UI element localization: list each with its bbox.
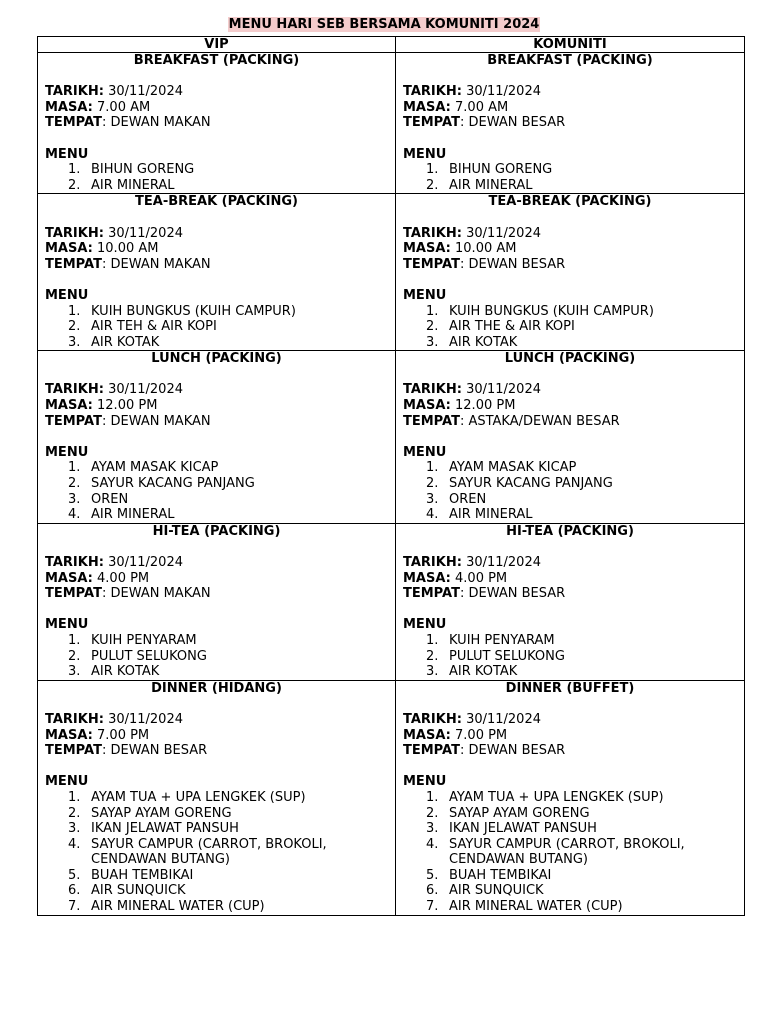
list-item-text: BIHUN GORENG [449,162,553,178]
spacer [45,131,388,147]
list-item-number: 1. [68,162,81,178]
time-label: MASA: [403,241,451,257]
list-item-text: SAYUR KACANG PANJANG [91,476,255,492]
list-item-number: 3. [426,664,439,680]
meal-cell-content [396,351,744,523]
date-label: TARIKH: [45,555,104,570]
meal-cell-content [396,681,744,915]
meal-cell-content [38,351,395,523]
menu-label: MENU [45,287,89,303]
date-line [403,84,737,100]
list-item-number: 4. [68,507,81,523]
list-item [426,491,737,508]
list-item-number: 5. [68,867,81,883]
date-value: 30/11/2024 [466,711,541,727]
meal-title: HI-TEA (PACKING) [506,523,634,539]
time-value: 7.00 PM [455,727,508,743]
meal-cell-content [396,194,744,350]
list-item-number: 2. [426,177,439,193]
list-item-number: 1. [426,162,439,178]
list-item-text: IKAN JELAWAT PANSUH [449,821,597,837]
time-value: 7.00 PM [97,727,150,743]
menu-items-list [45,162,388,193]
meal-title: HI-TEA (PACKING) [152,523,281,539]
menu-label: MENU [403,617,447,633]
meal-title: BREAKFAST (PACKING) [487,53,653,68]
list-item-number: 3. [68,664,81,680]
list-item-number: 2. [68,476,81,492]
menu-label: MENU [45,617,89,633]
list-item-number: 1. [426,303,439,319]
menu-label: MENU [403,146,447,162]
list-item-number: 2. [68,805,81,821]
time-label: MASA: [403,727,451,743]
list-item [68,821,388,837]
list-item-number: 7. [426,899,439,915]
spacer [403,131,737,147]
list-item-text: AIR KOTAK [449,664,518,680]
time-line [403,100,737,116]
venue-line [403,414,737,430]
venue-label: TEMPAT [403,115,460,131]
date-value: 30/11/2024 [466,84,541,100]
list-item-text: SAYUR CAMPUR (CARROT, BROKOLI, CENDAWAN BUTANG) [91,836,327,868]
spacer [403,759,737,775]
date-value: 30/11/2024 [108,555,183,570]
list-item-text: AIR SUNQUICK [449,883,544,899]
list-item-text: PULUT SELUKONG [449,648,565,664]
list-item [426,334,737,351]
menu-items-list [403,633,737,680]
date-value: 30/11/2024 [466,555,541,570]
list-item [426,805,737,822]
list-item [68,162,388,178]
table-row [38,523,745,680]
date-line [45,226,388,242]
list-item-number: 4. [426,507,439,523]
list-item-text: KUIH PENYARAM [449,632,555,648]
time-label: MASA: [45,727,93,743]
list-item [68,789,388,806]
list-item [426,821,737,837]
venue-line [45,586,388,602]
venue-line [45,115,388,131]
menu-items-list [403,460,737,522]
list-item-number: 3. [68,821,81,837]
document-title-text: MENU HARI SEB BERSAMA KOMUNITI 2024 [228,17,540,32]
venue-value: : DEWAN BESAR [101,743,208,759]
table-row [38,680,745,915]
menu-label: MENU [403,774,447,790]
spacer [403,539,737,555]
menu-items-list [45,633,388,680]
date-label: TARIKH: [403,382,462,398]
table-row [38,351,745,524]
venue-line [403,586,737,602]
meal-title: DINNER (BUFFET) [505,680,635,696]
menu-label: MENU [45,444,89,460]
time-line [45,398,388,414]
menu-items-list [403,304,737,351]
list-item [68,632,388,649]
list-item [68,867,388,884]
time-label: MASA: [403,99,451,115]
time-label: MASA: [45,570,93,586]
spacer [45,759,388,775]
list-item-number: 1. [426,460,439,476]
venue-label: TEMPAT [45,586,102,602]
time-line [45,728,388,744]
list-item [68,319,388,335]
date-label: TARIKH: [403,555,462,570]
list-item [68,177,388,194]
date-label: TARIKH: [403,84,462,100]
list-item-number: 7. [68,899,81,915]
list-item [68,476,388,492]
list-item [426,177,737,194]
list-item [426,867,737,884]
list-item-number: 2. [426,805,439,821]
venue-value: : DEWAN MAKAN [101,413,211,429]
menu-label: MENU [45,146,89,162]
list-item-text: KUIH BUNGKUS (KUIH CAMPUR) [449,303,654,319]
table-row [38,53,745,194]
time-value: 12.00 PM [97,398,158,414]
list-item [426,162,737,178]
venue-label: TEMPAT [45,115,102,131]
date-label: TARIKH: [45,84,104,100]
document-title [0,16,768,33]
time-value: 7.00 AM [455,99,509,115]
meal-cell [38,523,396,680]
list-item-text: AIR MINERAL WATER (CUP) [91,899,265,915]
time-label: MASA: [45,241,93,257]
list-item-text: SAYAP AYAM GORENG [449,805,590,821]
list-item [68,664,388,680]
time-line [403,571,737,587]
spacer [45,429,388,445]
spacer [45,272,388,288]
meal-cell-content [38,524,395,680]
date-label: TARIKH: [45,225,104,241]
list-item-text: BIHUN GORENG [91,162,195,178]
list-item-text: PULUT SELUKONG [91,648,207,664]
date-line [45,712,388,728]
venue-value: : DEWAN MAKAN [101,256,211,272]
meal-cell [38,194,396,351]
meal-cell [396,680,745,915]
meal-title: DINNER (HIDANG) [151,680,282,696]
list-item-text: AYAM TUA + UPA LENGKEK (SUP) [91,789,306,805]
table-row [38,194,745,351]
date-label: TARIKH: [45,382,104,398]
list-item-text: AIR MINERAL [449,177,533,193]
meal-cell-content [38,53,395,193]
list-item [426,632,737,649]
date-label: TARIKH: [403,711,462,727]
date-label: TARIKH: [45,711,104,727]
menu-items-list [403,162,737,193]
list-item-text: AYAM MASAK KICAP [449,460,577,476]
list-item-number: 3. [426,334,439,350]
venue-line [45,743,388,759]
venue-line [403,743,737,759]
venue-value: : ASTAKA/DEWAN BESAR [459,413,620,429]
list-item [426,303,737,320]
list-item-number: 2. [68,648,81,664]
list-item-text: BUAH TEMBIKAI [91,867,194,883]
time-label: MASA: [45,99,93,115]
time-value: 10.00 AM [455,241,517,257]
meal-cell [396,523,745,680]
venue-value: : DEWAN MAKAN [101,115,211,131]
time-value: 12.00 PM [455,398,516,414]
meal-cell [38,680,396,915]
list-item-number: 5. [426,867,439,883]
list-item-number: 3. [426,821,439,837]
list-item-number: 2. [68,177,81,193]
list-item-text: AIR KOTAK [91,334,160,350]
time-line [45,571,388,587]
list-item [68,334,388,351]
spacer [403,602,737,618]
list-item-number: 1. [68,460,81,476]
list-item-number: 1. [68,789,81,805]
date-label: TARIKH: [403,225,462,241]
list-item-number: 6. [426,883,439,899]
time-value: 10.00 AM [97,241,159,257]
time-value: 7.00 AM [97,99,151,115]
time-label: MASA: [403,398,451,414]
list-item [426,460,737,476]
meal-cell-content [396,53,744,193]
venue-value: : DEWAN BESAR [459,256,566,272]
list-item-number: 1. [426,789,439,805]
venue-label: TEMPAT [403,743,460,759]
venue-value: : DEWAN BESAR [459,115,566,131]
list-item-text: AYAM MASAK KICAP [91,460,219,476]
meal-cell-content [38,681,395,915]
menu-label: MENU [403,287,447,303]
time-line [45,241,388,257]
list-item [68,883,388,899]
list-item-number: 4. [68,836,81,852]
list-item-text: AIR TEH & AIR KOPI [91,319,217,335]
menu-table [37,36,745,916]
list-item-number: 4. [426,836,439,852]
venue-label: TEMPAT [403,413,460,429]
menu-table-body [38,53,745,916]
list-item-number: 1. [68,303,81,319]
list-item [426,899,737,915]
venue-value: : DEWAN BESAR [459,586,566,602]
list-item-text: AIR SUNQUICK [91,883,186,899]
list-item-text: OREN [91,491,129,507]
time-line [45,100,388,116]
list-item [426,476,737,492]
list-item [426,883,737,899]
meal-cell [38,351,396,524]
spacer [403,367,737,383]
list-item [68,648,388,665]
spacer [403,210,737,226]
list-item [68,460,388,476]
list-item-number: 3. [68,491,81,507]
menu-label: MENU [403,444,447,460]
list-item-number: 3. [426,491,439,507]
list-item [68,507,388,523]
list-item-text: AIR MINERAL [91,177,175,193]
venue-label: TEMPAT [403,256,460,272]
date-value: 30/11/2024 [108,225,183,241]
date-line [45,84,388,100]
meal-cell-content [396,524,744,680]
list-item-text: IKAN JELAWAT PANSUH [91,821,239,837]
venue-line [403,115,737,131]
menu-label: MENU [45,774,89,790]
list-item-text: KUIH PENYARAM [91,632,197,648]
list-item-text: SAYAP AYAM GORENG [91,805,232,821]
list-item-text: OREN [449,491,487,507]
list-item-number: 2. [426,476,439,492]
venue-label: TEMPAT [45,413,102,429]
meal-cell [396,351,745,524]
date-value: 30/11/2024 [466,225,541,241]
list-item [426,836,737,868]
time-value: 4.00 PM [97,570,150,586]
time-line [403,241,737,257]
list-item [426,319,737,335]
venue-line [45,414,388,430]
list-item [68,805,388,822]
list-item-number: 6. [68,883,81,899]
list-item-number: 2. [426,648,439,664]
list-item [426,664,737,680]
spacer [403,272,737,288]
meal-cell [396,53,745,194]
meal-cell [396,194,745,351]
list-item [426,507,737,523]
spacer [403,696,737,712]
list-item-text: AIR THE & AIR KOPI [449,319,575,335]
list-item-text: BUAH TEMBIKAI [449,867,552,883]
list-item-number: 2. [426,319,439,335]
time-label: MASA: [403,570,451,586]
venue-label: TEMPAT [403,586,460,602]
spacer [45,602,388,618]
meal-title: LUNCH (PACKING) [504,351,636,367]
time-line [403,728,737,744]
menu-items-list [45,460,388,522]
date-value: 30/11/2024 [108,711,183,727]
menu-items-list [45,304,388,351]
date-line [45,555,388,571]
time-value: 4.00 PM [455,570,508,586]
venue-line [403,257,737,273]
list-item [426,648,737,665]
list-item-text: SAYUR KACANG PANJANG [449,476,613,492]
date-line [45,382,388,398]
list-item-text: AYAM TUA + UPA LENGKEK (SUP) [449,789,664,805]
meal-title: LUNCH (PACKING) [151,351,282,367]
list-item-text: AIR KOTAK [91,664,160,680]
list-item [68,836,388,868]
list-item-text: AIR KOTAK [449,334,518,350]
list-item-text: KUIH BUNGKUS (KUIH CAMPUR) [91,303,296,319]
meal-title: TEA-BREAK (PACKING) [488,194,652,210]
list-item [68,303,388,320]
spacer [45,696,388,712]
meal-title: TEA-BREAK (PACKING) [135,194,298,210]
meal-title: BREAKFAST (PACKING) [133,53,300,68]
list-item-number: 1. [426,632,439,648]
date-line [403,555,737,571]
list-item-text: AIR MINERAL WATER (CUP) [449,899,623,915]
meal-cell [38,53,396,194]
meal-cell-content [38,194,395,350]
spacer [403,69,737,85]
date-line [403,712,737,728]
venue-label: TEMPAT [45,256,102,272]
list-item-text: AIR MINERAL [449,507,533,523]
menu-items-list [45,790,388,915]
time-line [403,398,737,414]
venue-value: : DEWAN MAKAN [101,586,211,602]
date-value: 30/11/2024 [466,382,541,398]
list-item [68,491,388,508]
list-item-text: SAYUR CAMPUR (CARROT, BROKOLI, CENDAWAN BUTANG) [449,836,685,868]
list-item-number: 3. [68,334,81,350]
spacer [45,367,388,383]
list-item-number: 1. [68,632,81,648]
column-header-komuniti: KOMUNITI [396,37,745,53]
table-header-row [38,37,745,53]
date-value: 30/11/2024 [108,382,183,398]
date-line [403,382,737,398]
date-line [403,226,737,242]
venue-line [45,257,388,273]
date-value: 30/11/2024 [108,84,183,100]
list-item-text: AIR MINERAL [91,507,175,523]
venue-label: TEMPAT [45,743,102,759]
venue-value: : DEWAN BESAR [459,743,566,759]
spacer [45,69,388,85]
list-item-number: 2. [68,319,81,335]
spacer [45,539,388,555]
spacer [45,210,388,226]
list-item [426,789,737,806]
spacer [403,429,737,445]
time-label: MASA: [45,398,93,414]
menu-items-list [403,790,737,915]
column-header-vip: VIP [38,37,396,53]
list-item [68,899,388,915]
